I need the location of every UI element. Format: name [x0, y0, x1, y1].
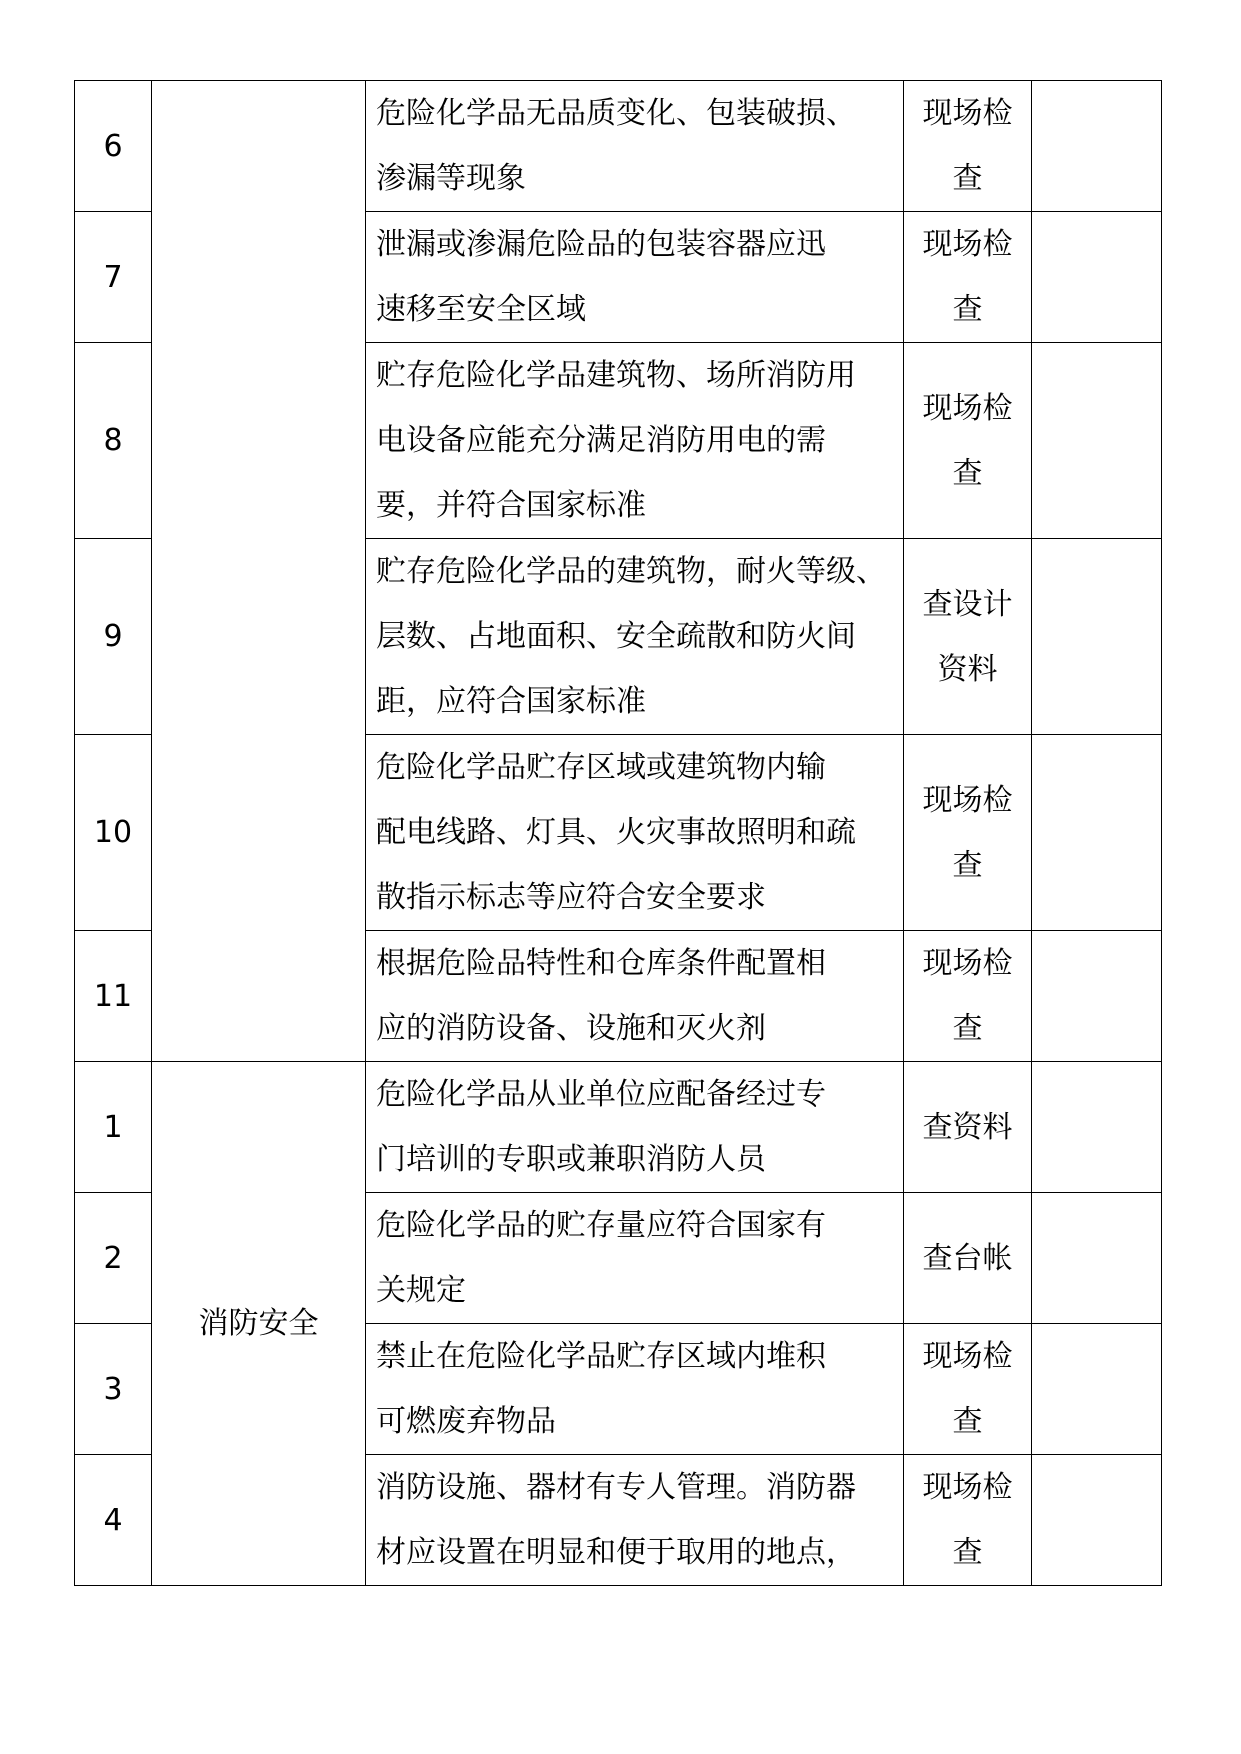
requirement-cell: 消防设施、器材有专人管理。消防器 材应设置在明显和便于取用的地点， — [366, 1455, 904, 1586]
requirement-cell: 贮存危险化学品建筑物、场所消防用 电设备应能充分满足消防用电的需 要，并符合国家标准 — [366, 343, 904, 539]
row-number: 10 — [75, 735, 152, 931]
row-number: 6 — [75, 81, 152, 212]
result-cell — [1032, 931, 1162, 1062]
result-cell — [1032, 343, 1162, 539]
row-number: 2 — [75, 1193, 152, 1324]
category-cell: 消防安全 — [152, 1062, 366, 1586]
requirement-cell: 危险化学品无品质变化、包装破损、 渗漏等现象 — [366, 81, 904, 212]
method-cell: 现场检 查 — [904, 931, 1032, 1062]
row-number: 3 — [75, 1324, 152, 1455]
result-cell — [1032, 1324, 1162, 1455]
requirement-cell: 禁止在危险化学品贮存区域内堆积 可燃废弃物品 — [366, 1324, 904, 1455]
row-number: 7 — [75, 212, 152, 343]
row-number: 4 — [75, 1455, 152, 1586]
requirement-cell: 贮存危险化学品的建筑物，耐火等级、 层数、占地面积、安全疏散和防火间 距，应符合国家标准 — [366, 539, 904, 735]
requirement-cell: 根据危险品特性和仓库条件配置相 应的消防设备、设施和灭火剂 — [366, 931, 904, 1062]
table-row — [75, 81, 1162, 212]
row-number: 11 — [75, 931, 152, 1062]
result-cell — [1032, 1193, 1162, 1324]
requirement-cell: 危险化学品贮存区域或建筑物内输 配电线路、灯具、火灾事故照明和疏 散指示标志等应符合安全要求 — [366, 735, 904, 931]
method-cell: 现场检 查 — [904, 1455, 1032, 1586]
requirement-cell: 泄漏或渗漏危险品的包装容器应迅 速移至安全区域 — [366, 212, 904, 343]
requirement-cell: 危险化学品的贮存量应符合国家有 关规定 — [366, 1193, 904, 1324]
row-number: 8 — [75, 343, 152, 539]
category-cell — [152, 81, 366, 1062]
method-cell: 现场检 查 — [904, 81, 1032, 212]
method-cell: 查资料 — [904, 1062, 1032, 1193]
result-cell — [1032, 1455, 1162, 1586]
result-cell — [1032, 81, 1162, 212]
method-cell: 现场检 查 — [904, 212, 1032, 343]
table-row — [75, 1062, 1162, 1193]
row-number: 9 — [75, 539, 152, 735]
requirement-cell: 危险化学品从业单位应配备经过专 门培训的专职或兼职消防人员 — [366, 1062, 904, 1193]
result-cell — [1032, 539, 1162, 735]
method-cell: 查台帐 — [904, 1193, 1032, 1324]
method-cell: 现场检 查 — [904, 735, 1032, 931]
method-cell: 现场检 查 — [904, 343, 1032, 539]
method-cell: 现场检 查 — [904, 1324, 1032, 1455]
method-cell: 查设计 资料 — [904, 539, 1032, 735]
result-cell — [1032, 212, 1162, 343]
result-cell — [1032, 735, 1162, 931]
result-cell — [1032, 1062, 1162, 1193]
inspection-table — [74, 80, 1162, 1586]
row-number: 1 — [75, 1062, 152, 1193]
